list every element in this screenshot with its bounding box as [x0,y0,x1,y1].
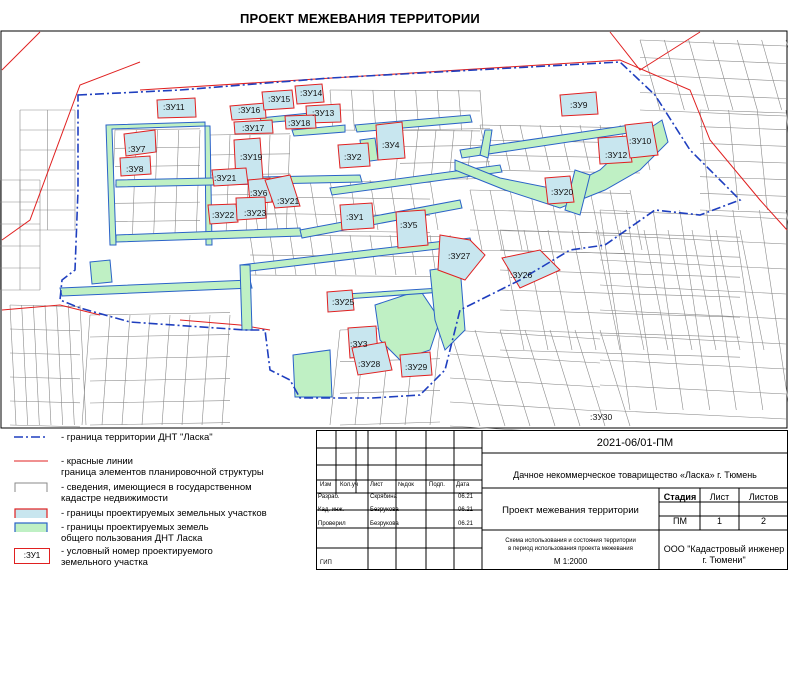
project-name: Проект межевания территории [502,505,639,516]
parcel-label: :ЗУ8 [126,164,144,174]
cadastral-line [700,160,786,163]
parcel-label: :ЗУ21 [214,173,237,183]
parcel-label: :ЗУ23 [244,208,267,218]
parcel-label: :ЗУ18 [288,118,311,128]
cadastral-line [525,330,555,426]
parcel-label: :ЗУ30 [590,412,613,422]
cadastral-line [762,40,782,110]
cadastral-line [700,193,786,196]
cadastral-line [740,230,764,350]
organization: Дачное некоммерческое товарищество «Ласка» г. Тюмень [513,470,757,480]
cadastral-line [540,125,550,170]
parcel-label: :ЗУ28 [358,359,381,369]
cadastral-map [0,30,788,430]
parcel-label: :ЗУ25 [332,297,355,307]
parcel-label: :ЗУ3 [350,339,368,349]
row-role-3: Проверил [318,521,346,527]
legend-common-text-2: общего пользования ДНТ Ласка [61,533,203,544]
cadastral-line [182,315,190,425]
parcel-label: :ЗУ13 [312,108,335,118]
cadastral-line [68,305,74,425]
cadastral-line [90,379,230,381]
cadastral-line [600,310,786,319]
cadastral-line [596,230,620,350]
cadastral-line [733,210,763,410]
cadastral-line [470,190,482,250]
cadastral-line [640,93,786,99]
red-line-symbol [14,456,48,466]
cadastral-line [310,235,316,275]
scheme-line-1: Схема использования и состояния территории [505,538,636,544]
cadastral-line [653,210,683,410]
row-date-2: 06.21 [458,507,474,513]
parcel-label: :ЗУ20 [551,187,574,197]
parcel-label: :ЗУ15 [268,94,291,104]
doc-code: 2021-06/01-ПМ [596,437,674,449]
cadastral-line [713,40,733,110]
cadastral-line [600,385,786,394]
cadastral-line [600,335,786,344]
legend-red-lines-text: - красные линии [61,456,133,467]
cadastral-line [500,350,740,357]
row-date-1: 06.21 [458,494,474,500]
parcel-label: :ЗУ27 [448,251,471,261]
cadastral-line [600,285,786,294]
sheets-value: 2 [760,516,766,526]
legend-red-lines-text-2: граница элементов планировочной структуры [61,467,264,478]
boundary-symbol [14,432,48,442]
cadastral-line [10,305,16,425]
parcel-label: :ЗУ21 [277,196,300,206]
cadastral-line [664,40,684,110]
cadastral-line [475,330,505,426]
parcel-label: :ЗУ9 [570,100,588,110]
legend-label-text-2: земельного участка [61,557,148,568]
company-line-1: ООО "Кадастровый инженер [663,544,785,554]
legend-label-text: - условный номер проектируемого [61,546,213,557]
cadastral-line [57,305,63,425]
legend-common-text: - границы проектируемых земель [61,522,209,533]
cadastral-line [22,305,28,425]
parcel-label: :ЗУ4 [382,140,400,150]
legend-cadastral-text: - сведения, имеющиеся в государственном [61,482,252,493]
col-list: Лист [370,482,384,488]
parcel-label: :ЗУ19 [240,152,263,162]
cadastral-line [80,305,86,425]
parcel-label: :ЗУ26 [510,270,533,280]
cadastral-line [10,401,80,403]
cadastral-line [10,425,80,427]
cadastral-line [627,210,657,410]
cadastral-line [202,315,210,425]
sheet-value: 1 [716,516,722,526]
row-name-3: Безрукова [370,521,399,527]
parcel-label: :ЗУ29 [405,362,428,372]
cadastral-line [510,190,522,250]
cadastral-line [480,90,483,130]
cadastral-line [222,315,230,425]
parcel-label: :ЗУ2 [344,152,362,162]
cadastral-line [500,330,530,426]
stage-header: Стадия [663,492,697,502]
cadastral-line [590,190,602,250]
label-sample: :ЗУ1 [14,548,50,564]
cadastral-line [330,110,480,111]
cadastral-line [459,90,462,130]
cadastral-line [689,40,709,110]
row-role-1: Разраб. [318,494,340,500]
sheets-header: Листов [748,492,779,502]
company-line-2: г. Тюмени" [702,555,746,565]
sheet-header: Лист [709,492,730,502]
cadastral-line [10,353,80,355]
page-title: ПРОЕКТ МЕЖЕВАНИЯ ТЕРРИТОРИИ [240,11,480,26]
cadastral-line [550,330,580,426]
cadastral-line [290,235,296,275]
cadastral-line [450,378,600,387]
cadastral-symbol [14,482,48,492]
parcel-label: :ЗУ22 [212,210,235,220]
cadastral-line [716,230,740,350]
cadastral-line [250,275,450,277]
cadastral-line [700,110,786,113]
stage-value: ПМ [673,516,687,526]
col-koluch: Кол.уч [340,482,358,488]
col-data: Дата [456,482,470,488]
cadastral-line [490,190,502,250]
parcel-label: :ЗУ17 [242,123,265,133]
row-role-2: Кад. инж. [318,507,345,513]
cadastral-line [524,230,548,350]
cadastral-line [90,357,230,359]
parcel-label: :ЗУ16 [238,105,261,115]
row-name-1: Скрябина [370,494,397,500]
parcel-symbol [14,508,48,518]
scale: М 1:2000 [553,557,588,566]
cadastral-line [737,40,757,110]
row-date-3: 06.21 [458,521,474,527]
parcel-label: :ЗУ6 [250,188,268,198]
cadastral-line [102,315,110,425]
cadastral-line [45,305,51,425]
cadastral-line [759,210,788,410]
cadastral-line [700,127,786,130]
parcel-label: :ЗУ14 [300,88,323,98]
cadastral-line [450,330,600,339]
cadastral-line [142,315,150,425]
cadastral-line [122,315,130,425]
cadastral-line [330,90,480,91]
col-ndok: №док [398,482,414,488]
common-land-symbol [14,522,48,532]
cadastral-line [640,58,786,64]
cadastral-line [90,401,230,403]
cadastral-line [600,410,786,419]
cadastral-line [600,260,786,269]
parcel-label: :ЗУ12 [605,150,628,160]
legend-boundary-text: - граница территории ДНТ "Ласка" [61,432,213,443]
legend-cadastral-text-2: кадастре недвижимости [61,493,168,504]
parcel-label: :ЗУ10 [629,136,652,146]
gip-label: ГИП [320,560,332,566]
cadastral-line [644,230,668,350]
cadastral-line [90,313,230,315]
parcel-label: :ЗУ5 [400,220,418,230]
cadastral-line [630,190,642,250]
parcel-label: :ЗУ7 [128,144,146,154]
cadastral-line [600,360,786,369]
legend-parcel-text: - границы проектируемых земельных участков [61,508,267,519]
col-podp: Подп. [429,482,445,488]
cadastral-line [450,354,600,363]
parcel-label: :ЗУ1 [346,212,364,222]
cadastral-line [10,377,80,379]
row-name-2: Безрукова [370,507,399,513]
cadastral-line [90,423,230,425]
cadastral-line [162,315,170,425]
cadastral-line [729,110,739,210]
cadastral-line [640,110,786,116]
parcel-label: :ЗУ11 [163,102,185,112]
cadastral-line [33,305,39,425]
scheme-line-2: в период использования проекта межевания [508,546,633,552]
cadastral-line [90,335,230,337]
col-izm: Изм [320,482,332,488]
cadastral-line [757,110,767,210]
